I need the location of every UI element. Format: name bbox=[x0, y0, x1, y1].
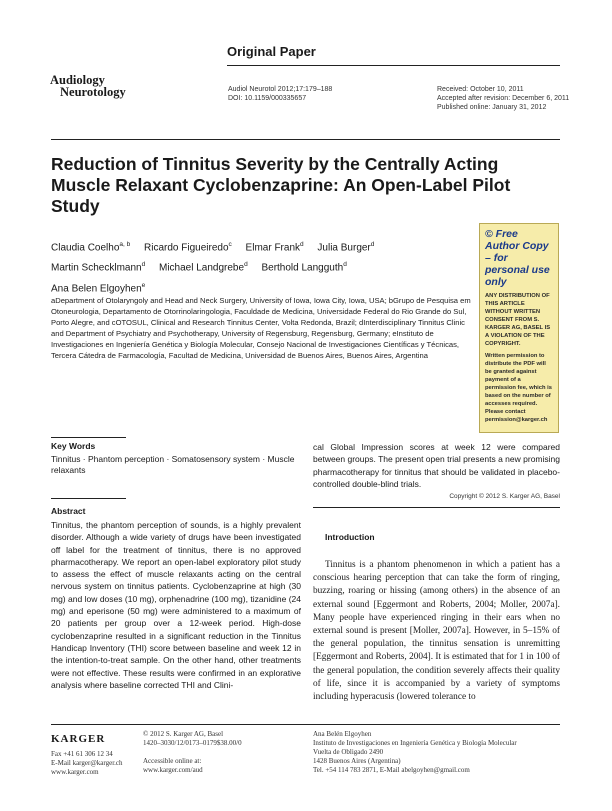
author-affiliation-mark: c bbox=[228, 241, 232, 248]
abstract-divider bbox=[51, 498, 126, 499]
publication-copyright: © 2012 S. Karger AG, Basel bbox=[143, 730, 224, 738]
author-affiliation-mark: d bbox=[244, 261, 248, 269]
author-name: Michael Landgrebe bbox=[159, 262, 245, 274]
author-name: Ana Belen Elgoyhen bbox=[51, 282, 142, 294]
correspondent-city: 1428 Buenos Aires (Argentina) bbox=[313, 757, 401, 765]
copy-notice-permission: Written permission to distribute the PDF will be granted against payment of a permission fee, which is based on the number of accesses required. Please contact permission@karger.ch bbox=[485, 353, 553, 423]
author-affiliation-mark: d bbox=[141, 261, 146, 269]
author-name: Elmar Frank bbox=[245, 242, 300, 254]
author-list bbox=[51, 236, 441, 297]
section-label: Original Paper bbox=[227, 44, 316, 59]
introduction-heading: Introduction bbox=[325, 532, 375, 542]
correspondent-contact[interactable]: Tel. +54 114 783 2871, E-Mail abelgoyhen@gmail.com bbox=[313, 766, 470, 774]
author-copy-notice bbox=[479, 223, 559, 433]
header-divider bbox=[227, 65, 560, 66]
citation-block bbox=[228, 85, 332, 103]
publication-info bbox=[143, 730, 242, 775]
publisher-web: www.karger.com bbox=[51, 768, 99, 776]
correspondence-address bbox=[313, 730, 517, 775]
author-affiliation-mark: d bbox=[343, 261, 347, 269]
correspondent-institute: Instituto de Investigaciones en Ingeniería Genética y Biología Molecular bbox=[313, 739, 517, 747]
journal-logo bbox=[50, 74, 126, 98]
author-affiliation-mark: d bbox=[300, 241, 304, 248]
introduction-text: Tinnitus is a phantom phenomenon in which a patient has a conscious hearing perception that can take the form of ringing, buzzing, roaring or hissing (among others) in the absence of an external sound [Eggermont and Roberts, 2004; Moller, 2007a]. Many people have experienced ringing in their ears when no external sound is present [Moller, 2007a]. However, in 5–15% of the general population, the tinnitus sensation is unremitting [Eggermont and Roberts, 2004]. It is estimated that for 1 in 100 of the general population, the condition severely affects their quality of life, since it is accompanied by a variety of symptoms including hyperacusis (lowered tolerance to bbox=[313, 560, 560, 703]
copy-notice-headline: © Free Author Copy – for personal use only bbox=[485, 228, 550, 288]
author-name: Martin Schecklmann bbox=[51, 262, 142, 274]
publisher-email: E-Mail karger@karger.ch bbox=[51, 759, 123, 767]
author-name: Julia Burger bbox=[317, 242, 371, 254]
keywords-heading: Key Words bbox=[51, 441, 96, 451]
abstract-copyright: Copyright © 2012 S. Karger AG, Basel bbox=[449, 493, 560, 500]
keywords-text: Tinnitus · Phantom perception · Somatosensory system · Muscle relaxants bbox=[51, 454, 295, 475]
publication-issn: 1420–3030/12/0173–0179$38.00/0 bbox=[143, 739, 242, 747]
abstract-end-divider bbox=[313, 507, 560, 508]
copy-notice-warning: ANY DISTRIBUTION OF THIS ARTICLE WITHOUT WRITTEN CONSENT FROM S. KARGER AG, BASEL IS A VIOLATION OF THE COPYRIGHT. bbox=[485, 293, 551, 347]
date-accepted: Accepted after revision: December 6, 2011 bbox=[437, 95, 570, 102]
journal-name-line1: Audiology bbox=[50, 73, 105, 87]
correspondent-name: Ana Belén Elgoyhen bbox=[313, 730, 372, 738]
title-top-divider bbox=[51, 139, 560, 140]
publisher-fax: Fax +41 61 306 12 34 bbox=[51, 750, 113, 758]
online-url-link[interactable]: www.karger.com/aud bbox=[143, 766, 203, 774]
correspondent-street: Vuelta de Obligado 2490 bbox=[313, 748, 384, 756]
citation-journal: Audiol Neurotol 2012;17:179–188 bbox=[228, 86, 333, 93]
author-affiliation-mark: d bbox=[370, 241, 375, 248]
author-affiliation-mark: a, b bbox=[119, 241, 131, 248]
article-title: Reduction of Tinnitus Severity by the Centrally Acting Muscle Relaxant Cyclobenzaprine: An Open-Label Pilot Study bbox=[51, 154, 511, 216]
abstract-continued: cal Global Impression scores at week 12 were compared between groups. The present open trial presents a new promising pharmacotherapy for tinnitus that should be validated in placebo-controlled double-blind trials. bbox=[313, 442, 560, 489]
accessible-online-label: Accessible online at: bbox=[143, 757, 202, 765]
abstract-text: Tinnitus, the phantom perception of sounds, is a highly prevalent disorder. Although a wide variety of drugs have been investigated off label for the treatment of tinnitus, there is no approved pharmacotherapy. We report an open-label exploratory pilot study to assess the effect of muscle relaxants acting on the central nervous system on tinnitus patients. Cyclobenzaprine at high (30 mg) and low doses (10 mg), orphenadrine (100 mg), tizanidine (24 mg) and eperisone (50 mg) were administered to a maximum of 20 patients per group over a 12-week period. High-dose cyclobenzaprine resulted in a significant reduction in the Tinnitus Handicap Inventory (THI) score between baseline and week 12 in the intention-to-treat sample. On the other hand, other treatments were not effective. These results were confirmed in an explorative analysis where baseline corrected THI and Clini- bbox=[51, 520, 301, 690]
author-affiliation-mark: e bbox=[141, 281, 146, 289]
article-dates bbox=[437, 85, 569, 112]
citation-doi: DOI: 10.1159/000335657 bbox=[228, 95, 307, 102]
publisher-contact bbox=[51, 750, 123, 777]
abstract-heading: Abstract bbox=[51, 506, 86, 516]
journal-name-line2: Neurotology bbox=[60, 85, 126, 99]
author-name: Berthold Langguth bbox=[261, 262, 344, 274]
karger-logo: KARGER bbox=[51, 733, 106, 745]
author-name: Claudia Coelho bbox=[51, 242, 120, 254]
keywords-divider bbox=[51, 437, 126, 438]
date-received: Received: October 10, 2011 bbox=[437, 86, 524, 93]
author-name: Ricardo Figueiredo bbox=[144, 242, 229, 254]
affiliations: aDepartment of Otolaryngoly and Head and Neck Surgery, University of Iowa, Iowa City, Iowa, USA; bGrupo de Pesquisa em Otoneurologia, Departamento de Otorrinolaringologia, Faculdade de Medicina, Universidade Federal do Rio Grande do Sul, Porto Alegre, and cOTOSUL, Clinical and Research Tinnitus Center, Volta Redonda, Brazil; dInterdisciplinary Tinnitus Clinic and Department of Psychiatry and Psychotherapy, University of Regensburg, Regensburg, Germany; eInstituto de Investigaciones en Ingeniería Genética y Biología Molecular, Consejo Nacional de Investigaciones Científicas y Técnicas, Tercera Cátedra de Farmacología, Facultad de Medicina, Universidad de Buenos Aires, Buenos Aires, Argentina bbox=[51, 296, 471, 360]
footer-divider bbox=[51, 724, 560, 725]
date-published: Published online: January 31, 2012 bbox=[437, 104, 547, 111]
